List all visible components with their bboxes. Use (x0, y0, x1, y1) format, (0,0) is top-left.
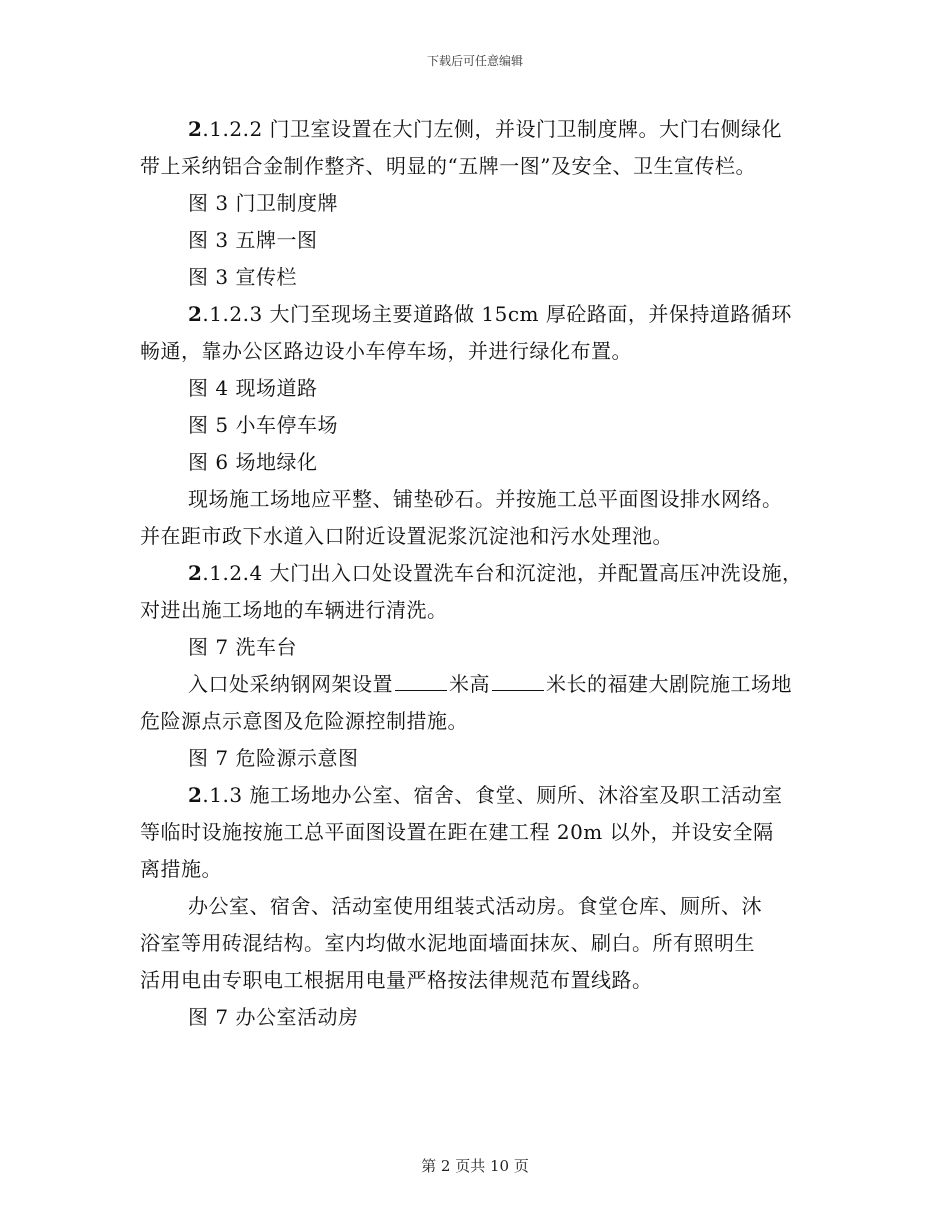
figure-caption: 图 6 场地绿化 (188, 450, 318, 474)
paragraph-2-1-2-3-line-1: 2.1.2.3 大门至现场主要道路做 15cm 厚砼路面，并保持道路循环 (188, 302, 792, 326)
paragraph-site-line-1: 现场施工场地应平整、铺垫砂石。并按施工总平面图设排水网络。 (188, 487, 783, 511)
paragraph-site-line-2: 并在距市政下水道入口附近设置泥浆沉淀池和污水处理池。 (140, 524, 673, 548)
paragraph-2-1-2-2-line-2: 带上采纳铝合金制作整齐、明显的“五牌一图”及安全、卫生宣传栏。 (140, 154, 756, 178)
figure-caption: 图 7 洗车台 (188, 635, 297, 659)
blank-underline (492, 672, 544, 691)
figure-caption: 图 3 门卫制度牌 (188, 191, 338, 215)
figure-caption: 图 4 现场道路 (188, 376, 318, 400)
section-number: 2 (188, 302, 203, 326)
paragraph-2-1-2-4-line-1: 2.1.2.4 大门出入口处设置洗车台和沉淀池，并配置高压冲洗设施， (188, 561, 803, 585)
paragraph-office-line-1: 办公室、宿舍、活动室使用组装式活动房。食堂仓库、厕所、沐 (188, 894, 762, 918)
document-body (140, 111, 820, 1036)
paragraph-entrance-line-2: 危险源点示意图及危险源控制措施。 (140, 709, 468, 733)
figure-caption: 图 3 五牌一图 (188, 228, 318, 252)
paragraph-2-1-2-4-line-2: 对进出施工场地的车辆进行清洗。 (140, 598, 448, 622)
figure-caption: 图 3 宣传栏 (188, 265, 297, 289)
paragraph-office-line-2: 浴室等用砖混结构。室内均做水泥地面墙面抹灰、刷白。所有照明生 (140, 931, 755, 955)
figure-caption: 图 7 危险源示意图 (188, 746, 359, 770)
figure-caption: 图 5 小车停车场 (188, 413, 338, 437)
figure-caption: 图 7 办公室活动房 (188, 1005, 359, 1029)
blank-underline (395, 672, 447, 691)
paragraph-2-1-2-2-line-1: 2.1.2.2 门卫室设置在大门左侧，并设门卫制度牌。大门右侧绿化 (188, 117, 783, 141)
section-number: 2 (188, 117, 203, 141)
paragraph-2-1-3-line-3: 离措施。 (140, 857, 222, 881)
page-number-footer: 第 2 页共 10 页 (421, 1157, 529, 1175)
paragraph-2-1-3-line-2: 等临时设施按施工总平面图设置在距在建工程 20m 以外，并设安全隔 (140, 820, 774, 844)
paragraph-office-line-3: 活用电由专职电工根据用电量严格按法律规范布置线路。 (140, 968, 653, 992)
paragraph-entrance-line-1: 入口处采纳钢网架设置 米高 米长的福建大剧院施工场地 (188, 672, 792, 696)
section-number: 2 (188, 561, 203, 585)
paragraph-2-1-3-line-1: 2.1.3 施工场地办公室、宿舍、食堂、厕所、沐浴室及职工活动室 (188, 783, 783, 807)
page-header-note: 下载后可任意编辑 (426, 54, 523, 68)
paragraph-2-1-2-3-line-2: 畅通，靠办公区路边设小车停车场，并进行绿化布置。 (140, 339, 632, 363)
section-number: 2 (188, 783, 203, 807)
